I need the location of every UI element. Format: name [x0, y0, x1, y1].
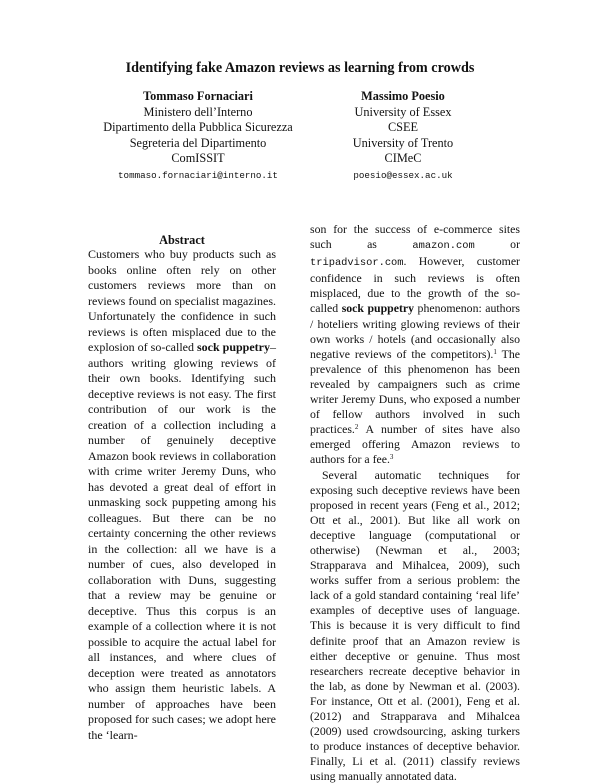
author-affiliation: Segreteria del Dipartimento [78, 136, 318, 152]
author-affiliation: University of Trento [283, 136, 523, 152]
intro-text: A number of sites have also emerged offering Amazon reviews to authors for a fee. [310, 422, 520, 466]
footnote-marker: 2 [355, 423, 359, 431]
abstract-paragraph [88, 247, 276, 743]
author-name: Massimo Poesio [283, 89, 523, 105]
intro-text: son for the success of e-commerce sites such as [310, 222, 520, 251]
site-name: tripadvisor.com [310, 257, 404, 269]
abstract-body [88, 247, 276, 743]
paper-title: Identifying fake Amazon reviews as learning from crowds [0, 60, 600, 77]
author-email: tommaso.fornaciari@interno.it [78, 167, 318, 185]
abstract-text: –authors writing glowing reviews of their own books. Identifying such deceptive reviews is not easy. The first contribution of our work is the creation of a collection including a number of genuinely deceptive Amazon book reviews in collaboration with crime writer Jeremy Duns, who has devoted a great deal of effort in unmasking sock puppeting among his colleagues. But there can be no certainty concerning the other reviews in the collection: all we have is a number of cues, also developed in collaboration with Duns, suggesting that a review may be genuine or deceptive. Thus this corpus is an example of a collection where it is not possible to acquire the actual label for all instances, and where clues of deception were treated as annotators who assign them heuristic labels. A number of approaches have been proposed for such cases; we adopt here the ‘learn- [88, 340, 276, 742]
author-email: poesio@essex.ac.uk [283, 167, 523, 185]
intro-text: . However, customer confidence in such reviews is often misplaced, due to the growth of the so-called [310, 254, 520, 315]
author-affiliation: ComISSIT [78, 151, 318, 167]
intro-paragraph: Several automatic techniques for exposing such deceptive reviews have been proposed in recent years (Feng et al., 2012; Ott et al., 2001). But like all work on deceptive language (computational or otherwise) (Newman et al., 2003; Strapparava and Mihalcea, 2009), such works suffer from a serious problem: the lack of a gold standard containing ‘real life’ examples of deceptive uses of language. This is because it is very difficult to find definite proof that an Amazon review is either deceptive or genuine. Thus most researchers recreate deceptive behavior in the lab, as done by Newman et al. (2003). For instance, Ott et al. (2001), Feng et al. (2012) and Strapparava and Mihalcea (2009) used crowdsourcing, asking turkers to produce instances of deceptive behavior. Finally, Li et al. (2011) classify reviews using manually annotated data. [310, 468, 520, 784]
introduction-column [310, 222, 520, 784]
intro-paragraph [310, 222, 520, 468]
abstract-term: sock puppetry [197, 340, 270, 354]
site-name: amazon.com [412, 240, 474, 252]
author-affiliation: University of Essex [283, 105, 523, 121]
intro-text: or [510, 237, 520, 251]
footnote-marker: 3 [390, 453, 394, 461]
author-affiliation: Ministero dell’Interno [78, 105, 318, 121]
author-affiliation: CSEE [283, 120, 523, 136]
author-block-2 [283, 89, 523, 185]
author-block-1 [78, 89, 318, 185]
footnote-marker: 1 [493, 348, 497, 356]
author-affiliation: CIMeC [283, 151, 523, 167]
author-affiliation: Dipartimento della Pubblica Sicurezza [78, 120, 318, 136]
intro-text: The prevalence of this phenomenon has been revealed by campaigners such as crime writer Jeremy Duns, who exposed a number of fellow authors involved in such practices. [310, 347, 520, 436]
abstract-heading: Abstract [88, 233, 276, 248]
intro-term: sock puppetry [342, 301, 414, 315]
intro-text: phenomenon: authors / hoteliers writing glowing reviews of their own works / hotels (and occasionally also negative reviews of the competitors). [310, 301, 520, 360]
author-name: Tommaso Fornaciari [78, 89, 318, 105]
abstract-text: Customers who buy products such as books online often rely on other customers reviews more than on reviews found on specialist magazines. Unfortunately the confidence in such reviews is often misplaced due to the explosion of so-called [88, 247, 276, 354]
